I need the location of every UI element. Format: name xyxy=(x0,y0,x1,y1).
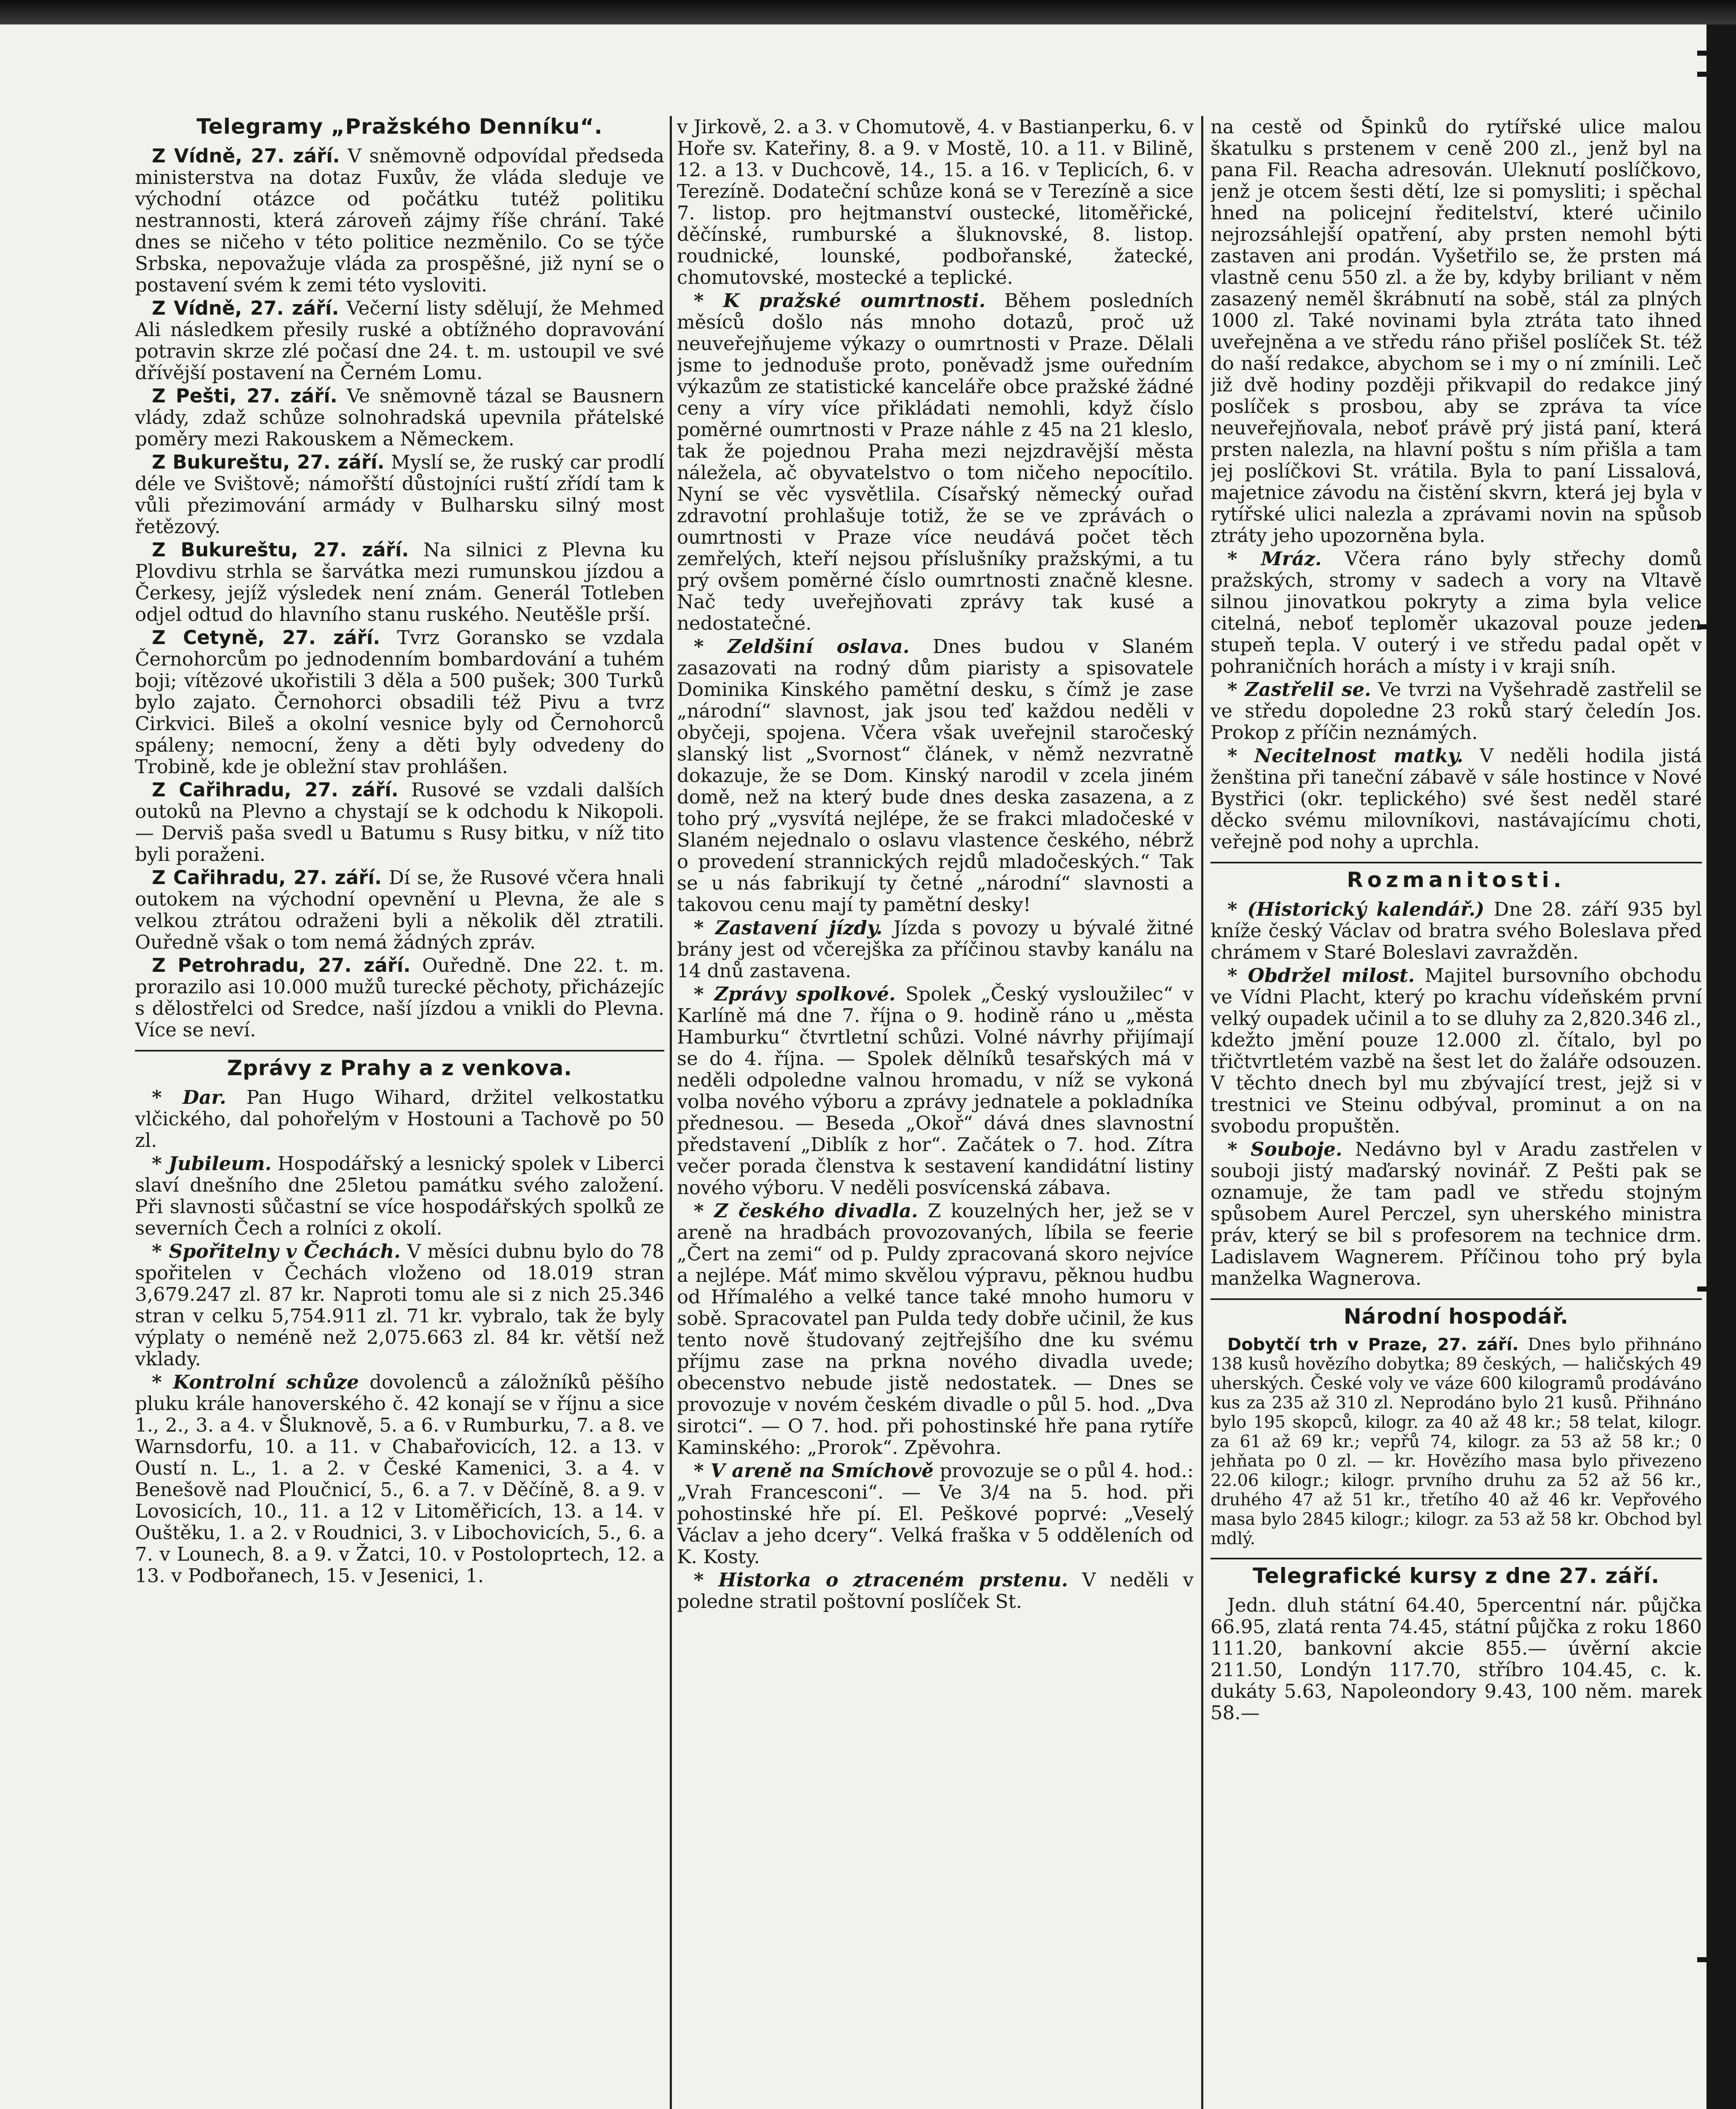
news-text: Spolek „Český vysloužilec“ v Karlíně má dne 7. října o 9. hodině ráno u „města Hamburku“ čtvrtletní schůzi. Volné návrhy přijímají se do 4. října. — Spolek dělníků tesařských má v neděli odpoledne valnou hromadu, v níž se vykoná volba nového výboru a zprávy jednatele a pokladníka přednesou. — Beseda „Okoř“ dává dnes slavnostní představení „Diblík z hor“. Začátek o 7. hod. Zítra večer porada členstva k sestavení kandidátní listiny nového výboru. V neděli posvícenská zábava. xyxy=(677,983,1194,1199)
market-report-text: Dnes bylo přihnáno 138 kusů hovězího dobytka; 89 českých, — haličských 49 uherských. České voly ve váze 600 kilogramů prodáváno kus za 235 až 310 zl. Neprodáno bylo 21 kusů. Přihnáno bylo 195 skopců, kilogr. za 40 až 48 kr.; 58 telat, kilogr. za 61 až 69 kr.; vepřů 74, kilogr. za 53 až 58 kr.; 0 jehňata po 0 zl. — kr. Hovězího masa bylo přivezeno 22.06 kilogr.; kilogr. prvního druhu za 52 až 56 kr., druhého 47 až 51 kr., třetího 40 až 46 kr. Vepřového masa bylo 2845 kilogr.; kilogr. za 53 až 58 kr. Obchod byl mdlý. xyxy=(1210,1335,1702,1548)
news-item xyxy=(677,917,1194,982)
telegram-text: Myslí se, že ruský car prodlí déle ve Svištově; námořští důstojníci ruští zřídí tam k vůli přezimování armády v Bulharsku silný most řetězový. xyxy=(135,451,664,538)
exchange-heading: Telegrafické kursy z dne 27. září. xyxy=(1253,1564,1660,1588)
bullet-mark: * xyxy=(1227,964,1248,987)
bullet-mark: * xyxy=(694,983,714,1005)
section-divider xyxy=(1210,862,1702,863)
telegrams-heading: Telegramy „Pražského Denníku“. xyxy=(196,116,603,139)
news-item xyxy=(135,1241,664,1370)
bullet-mark: * xyxy=(152,1371,173,1393)
news-title: Obdržel milost. xyxy=(1248,964,1415,987)
bullet-mark: * xyxy=(1227,1138,1251,1160)
bullet-mark: * xyxy=(1227,547,1261,570)
continued-text: na cestě od Špinků do rytířské ulice malou škatulku s prstenem v ceně 200 zl., jenž byl na pana Fil. Reacha adresován. Uleknutí poslíčkovo, jenž je otcem šesti dětí, lze si pomysliti; i spěchal hned na policejní ředitelství, které učinilo nejrozsáhlejší opatření, aby prsten nemohl býti zastaven ani prodán. Vyšetřilo se, že prsten má vlastně cenu 550 zl. a že by, kdyby briliant v něm zasazený neměl škrábnutí na sobě, stál za plných 1000 zl. Také novinami byla ztráta tato ihned uveřejněna a ve středu ráno přišel poslíček St. též do naší redakce, abychom se i my o ní zmínili. Leč již dvě hodiny později přikvapil do redakce jiný poslíček s prosbou, aby se zpráva ta více neuveřejňovala, neboť právě prý jistá paní, která prsten nalezla, na hlavní poštu s ním přišla a tam jej poslíčkovi St. vrátila. Byla to paní Lissalová, majetnice závodu na čistění skvrn, která jej byla v rytířské ulici nalezla a zprávami novin na spůsob ztráty jeho upozorněna byla. xyxy=(1210,116,1702,547)
telegram-text: V sněmovně odpovídal předseda ministerstva na dotaz Fuxův, že vláda sleduje ve východní otázce od počátku tutéž politiku nestrannosti, která zároveň zájmy říše chrání. Také dnes se ničeho v této politice nezměnilo. Co se týče Srbska, nepovažuje vláda za prospěšné, již nyní se o postavení svém k zemi této vysloviti. xyxy=(135,145,664,296)
news-title: Mráz. xyxy=(1261,547,1322,570)
news-item xyxy=(1210,745,1702,852)
news-text: Jízda s povozy u bývalé žitné brány jest od včerejška za příčinou stavby kanálu na 14 dnů zastavena. xyxy=(677,917,1194,982)
column-3 xyxy=(1210,116,1702,2109)
news-title: Historka o ztraceném prstenu. xyxy=(718,1569,1068,1591)
bullet-mark: * xyxy=(1227,744,1254,767)
news-list xyxy=(1210,548,1702,852)
column-rule xyxy=(1201,116,1203,2109)
telegram-item xyxy=(135,779,664,865)
news-text: Včera ráno byly střechy domů pražských, stromy v sadech a vory na Vltavě silnou jinovatkou pokryty a zima byla velice citelná, neboť teploměr ukazoval pouze jeden stupeň tepla. V outerý i ve středu padal opět v pohraničních horách a místy i v kraji sníh. xyxy=(1210,547,1702,677)
telegram-dateline: Z Vídně, 27. září. xyxy=(152,145,340,167)
telegram-item xyxy=(135,955,664,1041)
exchange-rates: Jedn. dluh státní 64.40, 5percentní nár. půjčka 66.95, zlatá renta 74.45, státní půjčka z roku 1860 111.20, bankovní akcie 855.— úvěrní akcie 211.50, Londýn 117.70, stříbro 104.45, c. k. dukáty 5.63, Napoleondory 9.43, 100 něm. marek 58.— xyxy=(1210,1594,1702,1724)
misc-heading: Rozmanitosti. xyxy=(1347,868,1566,892)
news-text: dovolenců a záložníků pěšího pluku krále hanoverského č. 42 konají se v říjnu a sice 1., 2., 3. a 4. v Šluknově, 5. a 6. v Rumburku, 7. a 8. ve Warnsdorfu, 10. a 11. v Chabařovicích, 12. a 13. v Oustí n. L., 1. a 2. v České Kamenici, 3. a 4. v Benešově nad Ploučnicí, 5., 6. a 7. v Děčíně, 8. a 9. v Lovosicích, 10., 11. a 12 v Litoměřicích, 13. a 14. v Ouštěku, 1. a 2. v Roudnici, 3. v Libochovicích, 5., 6. a 7. v Lounech, 8. a 9. v Žatci, 10. v Postoloprtech, 12. a 13. v Podbořanech, 15. v Jesenici, 1. xyxy=(135,1371,664,1587)
telegram-text: Ve sněmovně tázal se Bausnern vlády, zdaž schůze solnohradská upevnila přátelské poměry mezi Rakouskem a Německem. xyxy=(135,385,664,450)
news-title: V areně na Smíchově xyxy=(710,1459,934,1482)
column-rule xyxy=(670,116,672,2109)
news-heading: Zprávy z Prahy a z venkova. xyxy=(227,1056,572,1080)
news-title: Zastřelil se. xyxy=(1245,678,1371,701)
telegram-item xyxy=(135,539,664,625)
scan-right-border xyxy=(1706,24,1736,2109)
news-item xyxy=(677,1569,1194,1612)
telegram-dateline: Z Petrohradu, 27. září. xyxy=(152,954,411,976)
news-text: Majitel bursovního obchodu ve Vídni Placht, který po krachu vídeňském první velký oupadek učinil a to se dluhy za 2,820.346 zl., kdežto jmění pouze 12.000 zl. čítalo, byl po třičtvrtletém vazbě na šest let do žaláře odsouzen. V těchto dnech byl mu zbývající trest, jejž si v trestnici ve Steinu odbýval, prominut a on na svobodu propuštěn. xyxy=(1210,964,1702,1137)
telegram-text: Ouředně. Dne 22. t. m. prorazilo asi 10.000 mužů turecké pěchoty, přicházejíc s dělostřelci od Sredce, naší jízdou a vnikli do Plevna. Více se neví. xyxy=(135,954,664,1041)
news-title: Jubileum. xyxy=(168,1152,272,1175)
newspaper-page xyxy=(135,116,1704,2109)
telegram-item xyxy=(135,627,664,777)
news-item xyxy=(135,1371,664,1586)
market-report-title: Dobytčí trh v Praze, 27. září. xyxy=(1227,1335,1519,1354)
news-title: Dar. xyxy=(182,1086,226,1108)
news-item xyxy=(135,1153,664,1239)
news-title: Z českého divadla. xyxy=(714,1200,918,1222)
news-title: Zastavení jízdy. xyxy=(715,917,883,939)
bullet-mark: * xyxy=(694,917,716,939)
bullet-mark: * xyxy=(152,1152,169,1175)
news-text: V neděli v poledne stratil poštovní poslíček St. xyxy=(677,1569,1194,1613)
news-item xyxy=(135,1087,664,1151)
telegram-dateline: Z Bukureštu, 27. září. xyxy=(152,451,385,473)
news-item xyxy=(677,290,1194,634)
telegram-item xyxy=(135,297,664,383)
news-title: K pražské oumrtnosti. xyxy=(723,289,986,312)
economy-heading: Národní hospodář. xyxy=(1343,1304,1569,1329)
news-list xyxy=(135,1087,664,1586)
section-divider xyxy=(1210,1558,1702,1559)
market-report xyxy=(1210,1335,1702,1548)
news-title: Kontrolní schůze xyxy=(173,1371,359,1393)
bullet-mark: * xyxy=(694,1459,711,1482)
telegrams-list xyxy=(135,145,664,1041)
telegram-text: Večerní listy sdělují, že Mehmed Ali následkem přesily ruské a obtížného dopravování potravin skrze zlé počasí dne 24. t. m. ustoupil ve své dřívější postavení na Černém Lomu. xyxy=(135,297,664,384)
telegram-item xyxy=(135,451,664,537)
scan-top-border xyxy=(0,0,1736,24)
misc-list xyxy=(1210,898,1702,1289)
bullet-mark: * xyxy=(694,289,723,312)
news-item xyxy=(1210,548,1702,677)
scan-edge-mark xyxy=(1697,72,1706,77)
bullet-mark: * xyxy=(694,1569,719,1591)
bullet-mark: * xyxy=(152,1240,169,1262)
telegram-dateline: Z Cařihradu, 27. září. xyxy=(152,779,399,801)
telegram-text: Dí se, že Rusové včera hnali outokem na východní opevnění u Plevna, že ale s velkou ztrátou odraženi byli a několik děl ztratili. Ouředně však o tom nemá žádných zpráv. xyxy=(135,866,664,953)
news-text: Pan Hugo Wihard, držitel velkostatku vlčického, dal pohořelým v Hostouni a Tachově po 50 zl. xyxy=(135,1086,664,1152)
news-text: Dnes budou v Slaném zasazovati na rodný dům piaristy a spisovatele Dominika Kinského pamětní desku, s čímž je zase „národní“ slavnost, jak jsou teď každou neděli v obyčeji, spojena. Včera však uveřejnil staročeský slanský list „Svornost“ článek, v němž nezvratně dokazuje, že se Dom. Kinský narodil v zcela jiném domě, než na který bude dnes deska zasazena, a z toho prý „vysvítá nejlépe, že se frakci mladočeské v Slaném nejednalo o oslavu vlastence českého, nébrž o provedení strannických rejdů mladočeských.“ Tak se u nás fabrikují ty četné „národní“ slavnosti a takovou cenu mají ty pamětní desky! xyxy=(677,635,1194,916)
misc-item xyxy=(1210,1138,1702,1289)
news-title: (Historický kalendář.) xyxy=(1247,898,1485,920)
news-item xyxy=(1210,679,1702,743)
news-item xyxy=(677,983,1194,1198)
scan-edge-mark xyxy=(1697,51,1706,56)
news-text: Ve tvrzi na Vyšehradě zastřelil se ve středu dopoledne 23 roků starý čeledín Jos. Prokop z příčin neznámých. xyxy=(1210,678,1702,744)
column-2 xyxy=(677,116,1194,2109)
bullet-mark: * xyxy=(694,1200,714,1222)
bullet-mark: * xyxy=(1227,898,1248,920)
section-divider xyxy=(1210,1298,1702,1300)
news-title: Zeldšiní oslava. xyxy=(728,635,910,658)
news-title: Necitelnost matky. xyxy=(1254,744,1464,767)
misc-item xyxy=(1210,965,1702,1137)
news-text: Z kouzelných her, jež se v areně na hradbách provozovaných, líbila se feerie „Čert na zemi“ od p. Puldy zpracovaná skoro nejvíce a nejlépe. Máť mimo skvělou výpravu, pěknou hudbu od Hřímalého a velké tance také mnoho humoru v sobě. Spracovatel pan Pulda tedy dobře učinil, že kus tento nově študovaný zejtřejšího dne ku svému příjmu zase na prkna nového divadla uvede; obecenstvo nebude jistě nedostatek. — Dnes se provozuje v novém českém divadle o půl 5. hod. „Dva sirotci“. — O 7. hod. při pohostinské hře pana rytíře Kaminského: „Prorok“. Zpěvohra. xyxy=(677,1200,1194,1459)
telegram-dateline: Z Cetyně, 27. září. xyxy=(152,626,380,649)
telegram-item xyxy=(135,867,664,953)
telegram-text: Tvrz Goransko se vzdala Černohorcům po jednodenním bombardování a tuhém boji; vítězové ukořistili 3 děla a 500 pušek; 300 Turků bylo zajato. Černohorci obsadili též Pivu a tvrz Cirkvici. Bileš a okolní vesnice byly od Černohorců spáleny; nemocní, ženy a děti byly odvedeny do Trobině, kde je obležní stav prohlášen. xyxy=(135,626,664,778)
news-title: Spořitelny v Čechách. xyxy=(169,1240,401,1262)
news-text: Hospodářský a lesnický spolek v Liberci slaví dnešního dne 25letou památku svého založení. Při slavnosti sůčastní se více hospodářských spolků ze severních Čech a rolníci z okolí. xyxy=(135,1152,664,1239)
bullet-mark: * xyxy=(1227,678,1245,701)
news-list xyxy=(677,290,1194,1612)
telegram-item xyxy=(135,145,664,296)
telegram-text: Na silnici z Plevna ku Plovdivu strhla se šarvátka mezi rumunskou jízdou a Čerkesy, jejíž výsledek není znám. Generál Totleben odjel odtud do hlavního stanu ruského. Neutěšle prší. xyxy=(135,539,664,626)
news-text: provozuje se o půl 4. hod.: „Vrah Francesconi“. — Ve 3/4 na 5. hod. při pohostinské hře pí. El. Peškové poprvé: „Veselý Václav a jeho dcery“. Velká fraška v 5 odděleních od K. Kosty. xyxy=(677,1459,1194,1568)
telegram-dateline: Z Cařihradu, 27. září. xyxy=(152,866,382,889)
news-text: Nedávno byl v Aradu zastřelen v souboji jistý maďarský novinář. Z Pešti pak se oznamuje, že tam padl ve středu stojným spůsobem Aurel Perczel, syn uherského ministra práv, který se bil s profesorem na technice drm. Ladislavem Wagnerem. Příčinou toho prý byla manželka Wagnerova. xyxy=(1210,1138,1702,1289)
continued-text: v Jirkově, 2. a 3. v Chomutově, 4. v Bastianperku, 6. v Hoře sv. Kateřiny, 8. a 9. v Mostě, 10. a 11. v Bilině, 12. a 13. v Duchcově, 14., 15. a 16. v Teplicích, 6. v Terezíně. Dodateční schůze koná se v Terezíně a sice 7. listop. pro hejtmanství oustecké, litoměřické, děčínské, rumburské a šluknovské, 8. listop. roudnické, lounské, podbořanské, žatecké, chomutovské, mostecké a teplické. xyxy=(677,116,1194,289)
misc-item xyxy=(1210,898,1702,963)
news-item xyxy=(677,1460,1194,1567)
news-item xyxy=(677,1200,1194,1458)
telegram-dateline: Z Bukureštu, 27. září. xyxy=(152,539,409,561)
telegram-text: Rusové se vzdali dalších outoků na Plevno a chystají se k odchodu k Nikopoli. — Derviš paša svedl u Batumu s Rusy bitku, v níž tito byli poraženi. xyxy=(135,779,664,866)
news-text: V neděli hodila jistá ženština při taneční zábavě v sále hostince v Nové Bystřici (okr. teplického) své šest neděl staré děcko svému milovníkovi, nastávajícímu choti, veřejně pod nohy a uprchla. xyxy=(1210,744,1702,853)
news-text: Dne 28. září 935 byl kníže český Václav od bratra svého Boleslava před chrámem v Staré Boleslavi zavražděn. xyxy=(1210,898,1702,963)
telegram-item xyxy=(135,385,664,450)
section-divider xyxy=(135,1050,664,1052)
news-item xyxy=(677,636,1194,915)
news-text: Během posledních měsíců došlo nás mnoho dotazů, proč už neuveřejňujeme výkazy o oumrtnosti v Praze. Dělali jsme to jednoduše proto, poněvadž jsme ouředním výkazům ze statistické kanceláře obce pražské žádné ceny a víry více přikládati nemohli, když číslo poměrné oumrtnosti v Praze náhle z 45 na 21 kleslo, tak že pojednou Praha mezi nejzdravější města náležela, ač obyvatelstvo o tom ničeho nepocítilo. Nyní se věc vysvětlila. Císařský německý ouřad zdravotní prohlašuje totiž, že se ve zprávách o oumrtnosti v Praze více neudává počet těch zemřelých, kteří nejsou příslušníky pražskými, a tu prý ovšem poměrné číslo oumrtnosti značně klesne. Nač tedy uveřejňovati zprávy tak kusé a nedostatečné. xyxy=(677,289,1194,634)
telegram-dateline: Z Pešti, 27. září. xyxy=(152,385,337,407)
bullet-mark: * xyxy=(694,635,728,658)
news-text: V měsíci dubnu bylo do 78 spořitelen v Čechách vloženo od 18.019 stran 3,679.247 zl. 87 kr. Naproti tomu ale si z nich 25.346 stran v celku 5,754.911 zl. 71 kr. vybralo, tak že byly výplaty o neméně než 2,075.663 zl. 84 kr. větší než vklady. xyxy=(135,1240,664,1370)
news-title: Souboje. xyxy=(1251,1138,1342,1160)
bullet-mark: * xyxy=(152,1086,183,1108)
telegram-dateline: Z Vídně, 27. září. xyxy=(152,297,339,319)
news-title: Zprávy spolkové. xyxy=(714,983,896,1005)
column-1 xyxy=(135,116,664,2109)
